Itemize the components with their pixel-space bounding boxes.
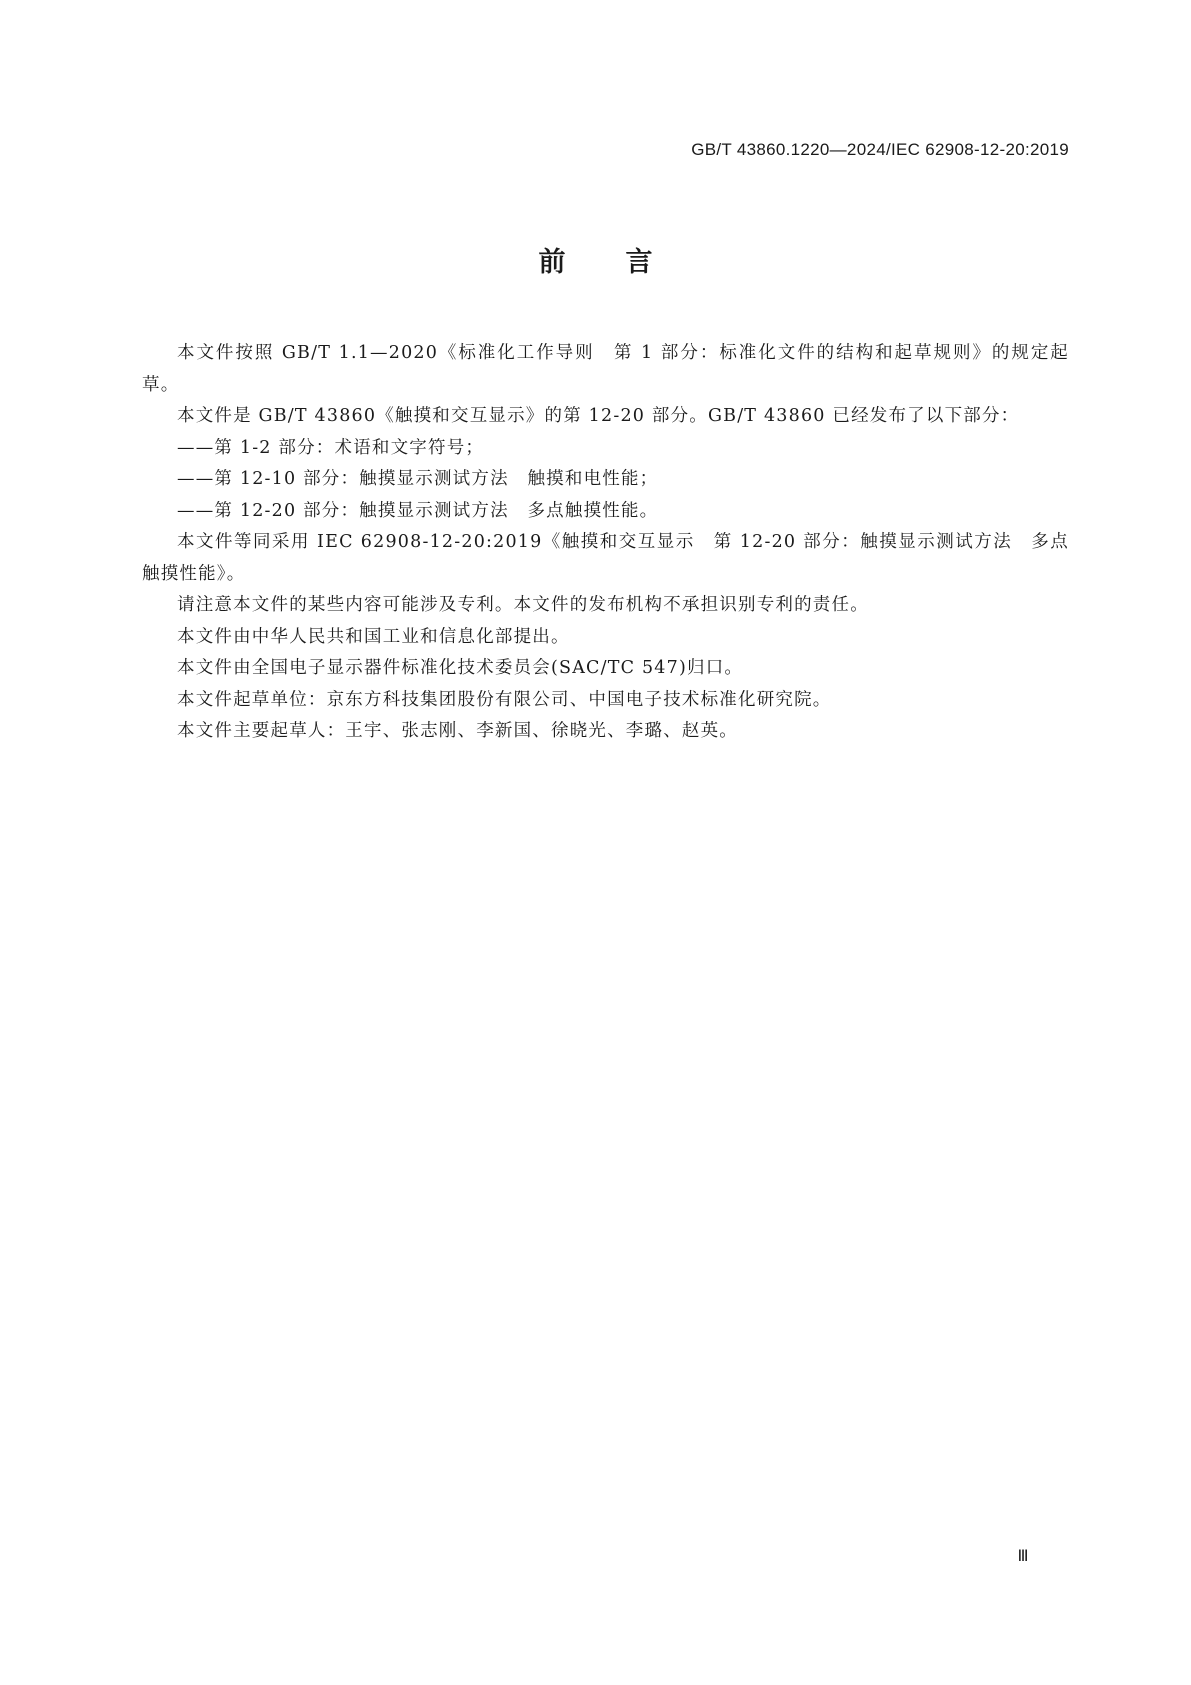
preface-body (142, 338, 1069, 748)
paragraph-drafters: 本文件主要起草人：王宇、张志刚、李新国、徐晓光、李璐、赵英。 (177, 721, 738, 741)
standard-number: GB/T 43860.1220—2024/IEC 62908-12-20:2019 (691, 140, 1069, 159)
paragraph-drafting-units: 本文件起草单位：京东方科技集团股份有限公司、中国电子技术标准化研究院。 (177, 689, 832, 710)
paragraph-series-intro: 本文件是 GB/T 43860《触摸和交互显示》的第 12-20 部分。GB/T 43860 已经发布了以下部分： (177, 406, 1020, 426)
paragraph-proposer: 本文件由中华人民共和国工业和信息化部提出。 (177, 626, 570, 647)
paragraph-drafting-rules: 本文件按照 GB/T 1.1—2020《标准化工作导则 第 1 部分：标准化文件的结构和起草规则》的规定起草。 (142, 343, 1069, 395)
paragraph-committee: 本文件由全国电子显示器件标准化技术委员会(SAC/TC 547)归口。 (177, 658, 744, 678)
paragraph-patent-notice: 请注意本文件的某些内容可能涉及专利。本文件的发布机构不承担识别专利的责任。 (177, 595, 869, 615)
page-number: Ⅲ (1017, 1548, 1029, 1565)
list-item-part-12-20: ——第 12-20 部分：触摸显示测试方法 多点触摸性能。 (177, 500, 659, 521)
list-item-part-1-2: ——第 1-2 部分：术语和文字符号； (177, 437, 485, 458)
list-item-part-12-10: ——第 12-10 部分：触摸显示测试方法 触摸和电性能； (177, 469, 659, 489)
paragraph-equivalent-adoption: 本文件等同采用 IEC 62908-12-20:2019《触摸和交互显示 第 12-20 部分：触摸显示测试方法 多点触摸性能》。 (142, 532, 1069, 584)
page-title: 前言 (538, 247, 713, 278)
